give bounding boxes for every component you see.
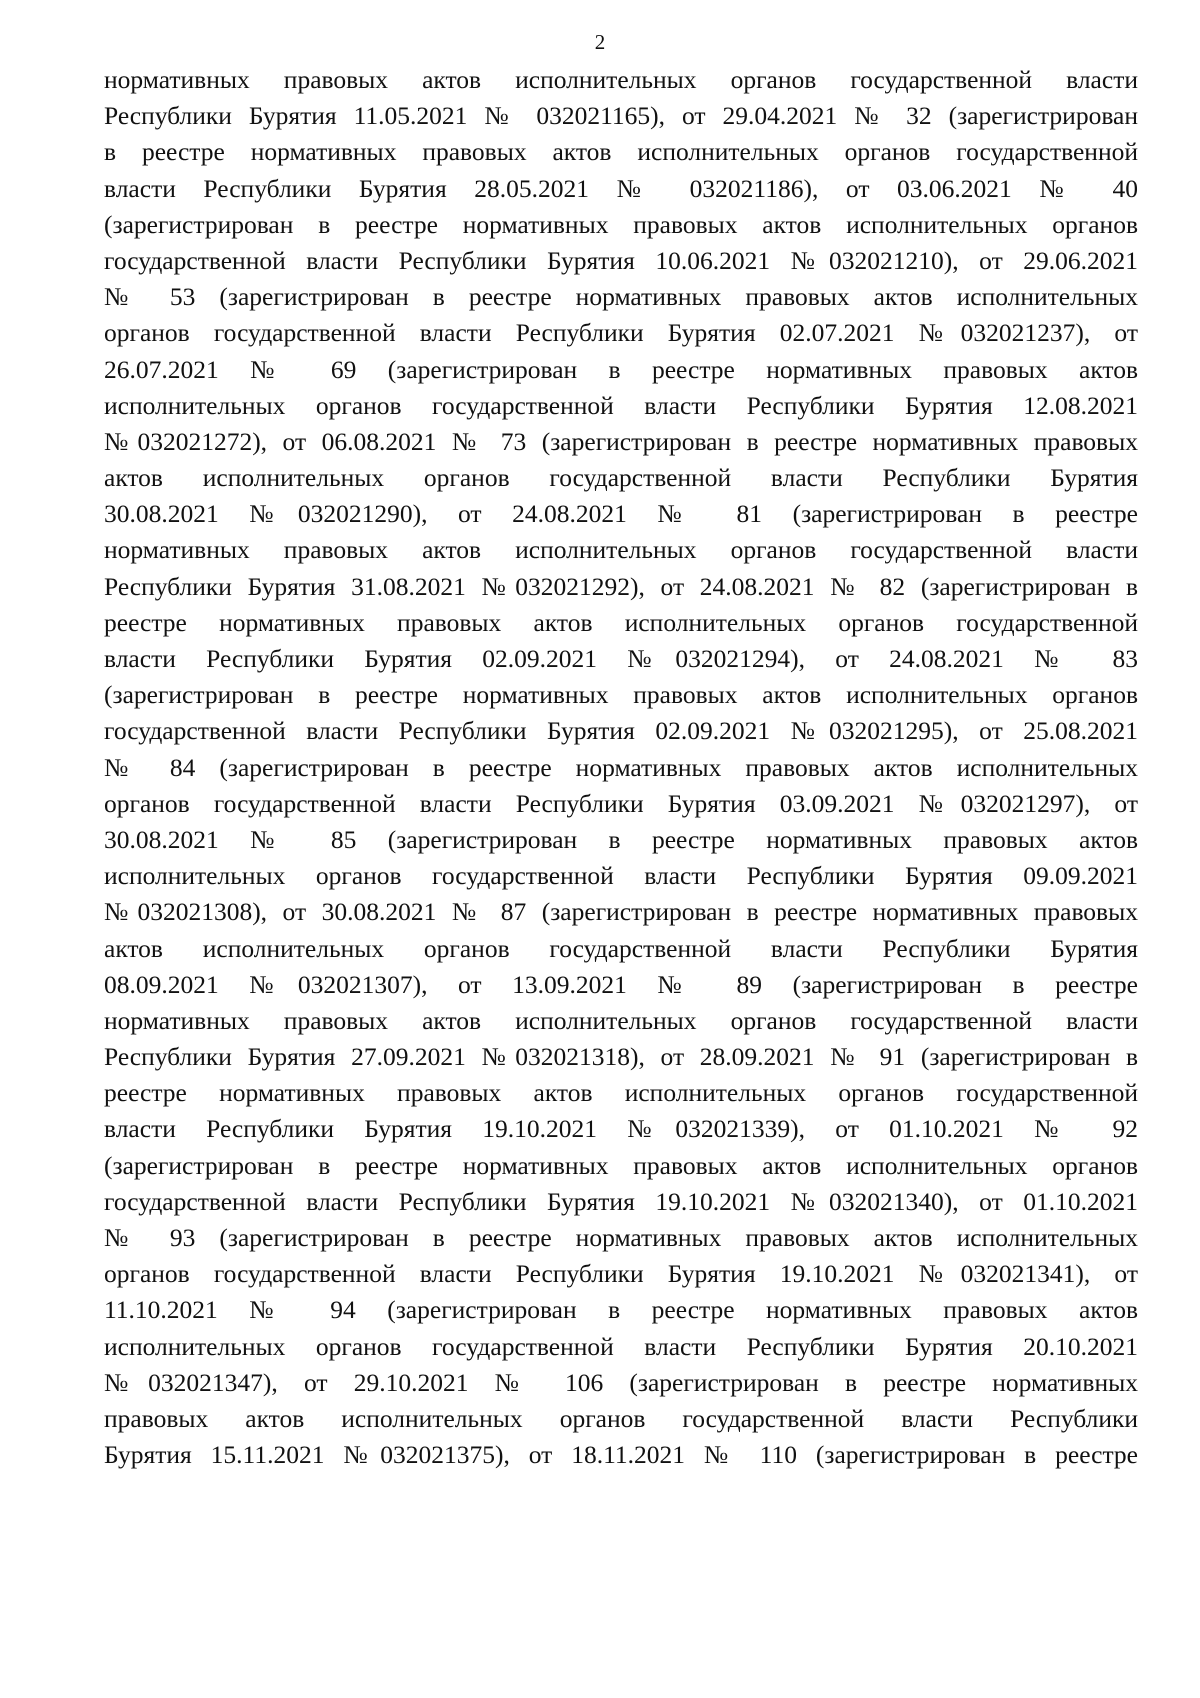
text-line: реестре нормативных правовых актов исполнительных органов государственной [104,1078,1138,1108]
text-line: нормативных правовых актов исполнительных органов государственной власти [104,535,1138,565]
text-line: нормативных правовых актов исполнительных органов государственной власти [104,1005,1138,1035]
text-line: (зарегистрирован в реестре нормативных правовых актов исполнительных органов [104,1150,1138,1180]
text-line: власти Республики Бурятия 19.10.2021 №032021339), от 01.10.2021 № 92 [104,1114,1138,1144]
text-line: нормативных правовых актов исполнительных органов государственной власти [104,65,1138,94]
text-line: актов исполнительных органов государственной власти Республики Бурятия [104,463,1138,493]
text-line: государственной власти Республики Бурятия 19.10.2021 №032021340), от 01.10.2021 [104,1186,1138,1216]
text-line: государственной власти Республики Бурятия 10.06.2021 №032021210), от 29.06.2021 [104,245,1138,275]
text-line: (зарегистрирован в реестре нормативных правовых актов исполнительных органов [104,209,1138,239]
text-line: правовых актов исполнительных органов государственной власти Республики [104,1403,1138,1433]
text-line: № 84 (зарегистрирован в реестре нормативных правовых актов исполнительных [104,752,1138,782]
text-line: 30.08.2021 № 85 (зарегистрирован в реестре нормативных правовых актов [104,824,1138,854]
text-line: №032021308), от 30.08.2021 № 87 (зарегистрирован в реестре нормативных правовых [104,897,1138,927]
text-line: исполнительных органов государственной власти Республики Бурятия 09.09.2021 [104,861,1138,891]
text-line: государственной власти Республики Бурятия 02.09.2021 №032021295), от 25.08.2021 [104,716,1138,746]
text-line: 11.10.2021 № 94 (зарегистрирован в реестре нормативных правовых актов [104,1295,1138,1325]
text-line: в реестре нормативных правовых актов исполнительных органов государственной [104,137,1138,167]
body-text [104,62,1138,1473]
text-line: (зарегистрирован в реестре нормативных правовых актов исполнительных органов [104,680,1138,710]
text-line: 26.07.2021 № 69 (зарегистрирован в реестре нормативных правовых актов [104,354,1138,384]
page-number: 2 [594,30,606,54]
text-line: реестре нормативных правовых актов исполнительных органов государственной [104,607,1138,637]
text-line: исполнительных органов государственной власти Республики Бурятия 20.10.2021 [104,1331,1138,1361]
text-line: 30.08.2021 №032021290), от 24.08.2021 № 81 (зарегистрирован в реестре [104,499,1138,529]
text-line: исполнительных органов государственной власти Республики Бурятия 12.08.2021 [104,390,1138,420]
text-line: № 53 (зарегистрирован в реестре нормативных правовых актов исполнительных [104,282,1138,312]
text-line: Республики Бурятия 11.05.2021 № 032021165), от 29.04.2021 № 32 (зарегистрирован [104,101,1138,131]
text-line: Республики Бурятия 27.09.2021 №032021318), от 28.09.2021 № 91 (зарегистрирован в [104,1042,1138,1072]
text-line: органов государственной власти Республики Бурятия 19.10.2021 №032021341), от [104,1259,1138,1289]
text-line: №032021272), от 06.08.2021 № 73 (зарегистрирован в реестре нормативных правовых [104,426,1138,456]
text-line: № 93 (зарегистрирован в реестре нормативных правовых актов исполнительных [104,1223,1138,1252]
text-line: №032021347), от 29.10.2021 № 106 (зарегистрирован в реестре нормативных [104,1367,1138,1397]
text-line: власти Республики Бурятия 28.05.2021 № 032021186), от 03.06.2021 № 40 [104,173,1138,203]
text-line: актов исполнительных органов государственной власти Республики Бурятия [104,933,1138,963]
text-line: власти Республики Бурятия 02.09.2021 №032021294), от 24.08.2021 № 83 [104,644,1138,673]
text-line: органов государственной власти Республики Бурятия 03.09.2021 №032021297), от [104,788,1138,818]
text-line: Бурятия 15.11.2021 №032021375), от 18.11.2021 № 110 (зарегистрирован в реестре [104,1440,1138,1470]
text-line: Республики Бурятия 31.08.2021 №032021292), от 24.08.2021 № 82 (зарегистрирован в [104,571,1138,601]
text-line: органов государственной власти Республики Бурятия 02.07.2021 №032021237), от [104,318,1138,348]
text-line: 08.09.2021 №032021307), от 13.09.2021 № 89 (зарегистрирован в реестре [104,969,1138,999]
